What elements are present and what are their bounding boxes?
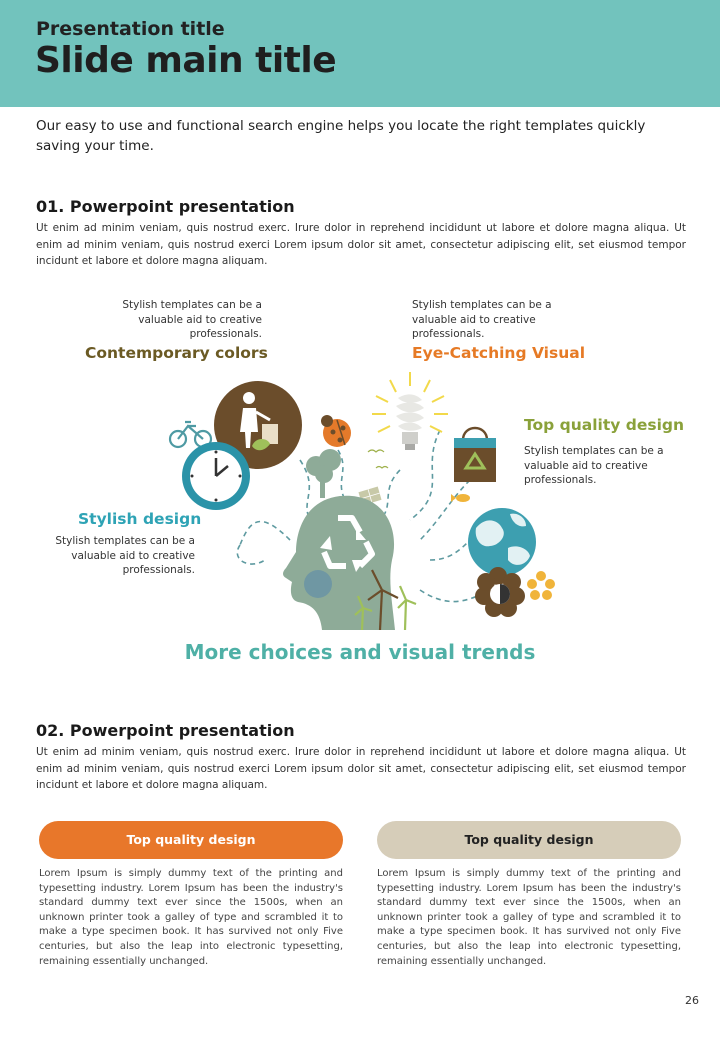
section1-body: Ut enim ad minim veniam, quis nostrud exerc. Irure dolor in reprehend incididunt ut labore et dolore magna aliqua. Ut enim ad minim veniam, quis nostrud exerci Lorem ipsum dolor sit amet, consectetur adipiscing elit, set eiusmod tempor incidunt et labore et dolore magna aliquam. [36, 222, 686, 267]
section1-title: 01. Powerpoint presentation [36, 197, 295, 216]
contemporary-title: Contemporary colors [85, 344, 268, 362]
stylish-desc: Stylish templates can be a valuable aid to creative professionals. [55, 535, 195, 576]
clock-icon [182, 442, 250, 510]
trends-title: More choices and visual trends [184, 640, 536, 664]
intro-text: Our easy to use and functional search engine helps you locate the right templates quickly saving your time. [36, 118, 646, 154]
stylish-title: Stylish design [78, 510, 202, 528]
tree-icon [306, 449, 341, 498]
globe-icon [468, 508, 536, 576]
top-quality-desc: Stylish templates can be a valuable aid to creative professionals. [524, 445, 664, 486]
card1-body: Lorem Ipsum is simply dummy text of the printing and typesetting industry. Lorem Ipsum has been the industry's standard dummy text ever since the 1500s, when an unknown printer took a galley of type and scrambled it to make a type specimen book. It has survived not only Five centuries, but also the leap into electronic typesetting, remaining essentially unchanged. [39, 868, 343, 967]
flower-icon [475, 567, 555, 617]
section2-title: 02. Powerpoint presentation [36, 721, 295, 740]
eye-catching-title: Eye-Catching Visual [412, 344, 586, 362]
contemporary-desc: Stylish templates can be a valuable aid to creative professionals. [122, 299, 262, 340]
card1-pill: Top quality design [39, 821, 343, 859]
fish-icon [451, 494, 470, 502]
section2-body: Ut enim ad minim veniam, quis nostrud exerc. Irure dolor in reprehend incididunt ut labore et dolore magna aliqua. Ut enim ad minim veniam, quis nostrud exerci Lorem ipsum dolor sit amet, consectetur adipiscing elit, set eiusmod tempor incidunt et labore et dolore magna aliquam. [36, 746, 686, 791]
ladybug-icon [321, 415, 351, 447]
page-number: 26 [685, 994, 699, 1007]
head-recycle-icon [283, 496, 395, 630]
card2-pill: Top quality design [377, 821, 681, 859]
top-quality-title: Top quality design [524, 416, 685, 434]
presentation-title: Presentation title [36, 18, 225, 40]
light-bulb-icon [372, 372, 448, 450]
slide-title: Slide main title [35, 40, 337, 81]
card2-body: Lorem Ipsum is simply dummy text of the printing and typesetting industry. Lorem Ipsum has been the industry's standard dummy text ever since the 1500s, when an unknown printer took a galley of type and scrambled it to make a type specimen book. It has survived not only Five centuries, but also the leap into electronic typesetting, remaining essentially unchanged. [377, 868, 681, 967]
eye-catching-desc: Stylish templates can be a valuable aid to creative professionals. [412, 299, 552, 340]
recycle-bag-icon [454, 428, 496, 482]
bicycle-icon [170, 422, 211, 447]
